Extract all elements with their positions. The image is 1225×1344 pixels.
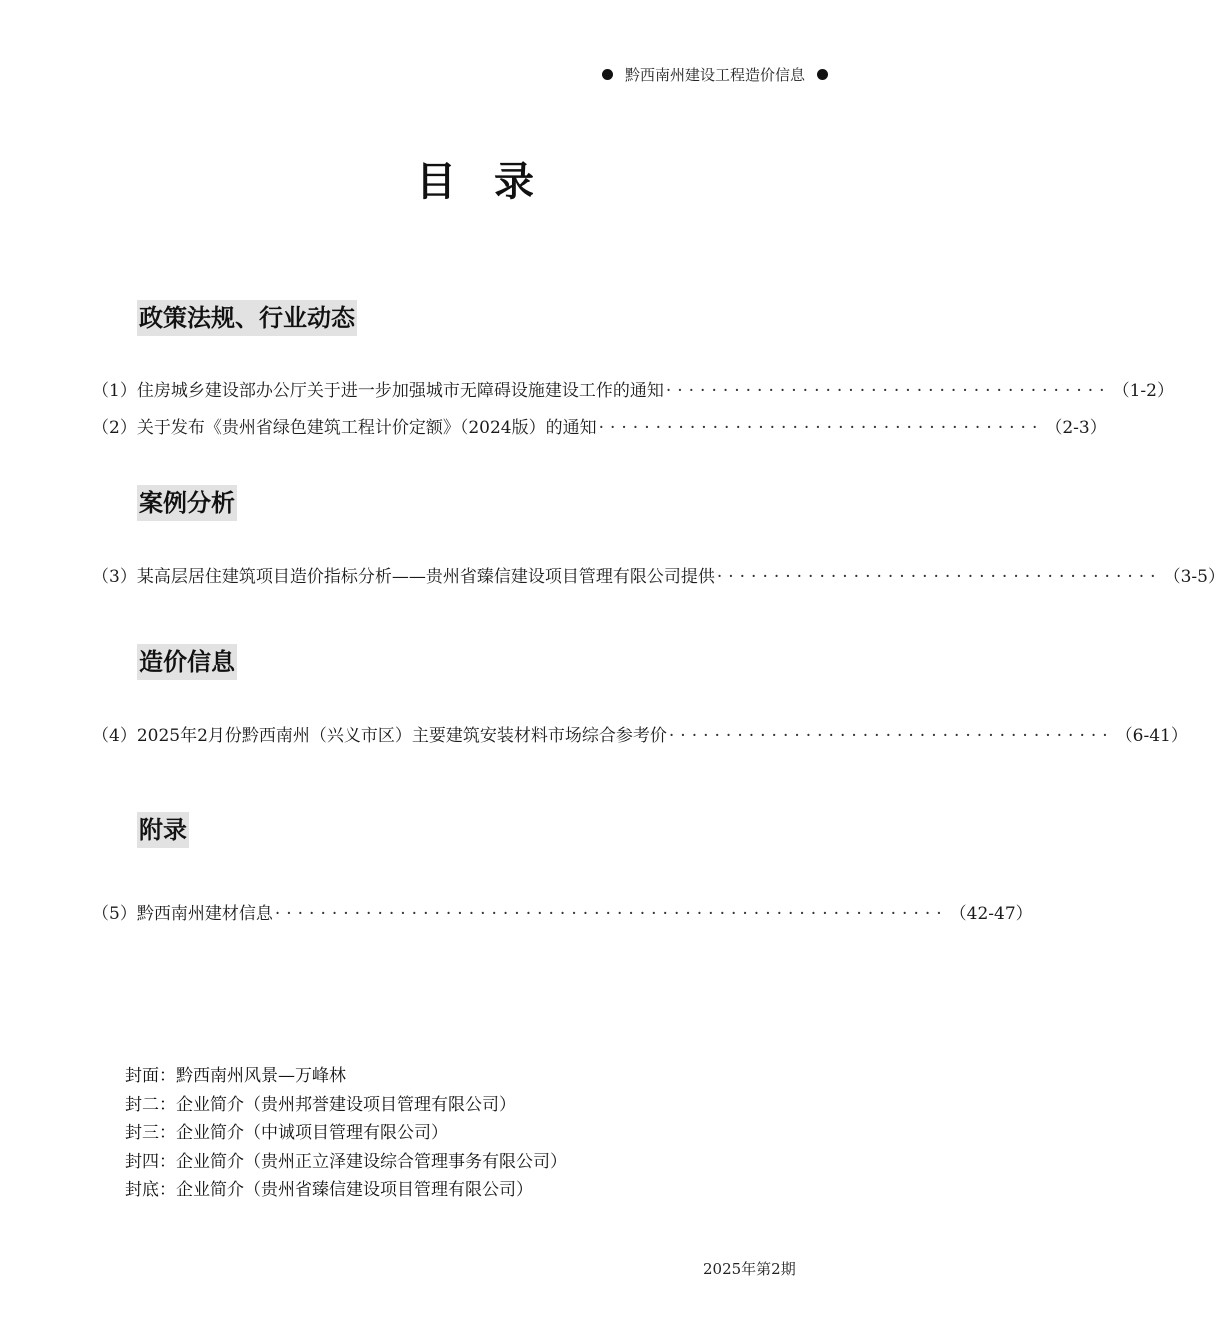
cover-note-fourth: 封四：企业简介（贵州正立泽建设综合管理事务有限公司） — [125, 1151, 567, 1172]
section-heading-cases: 案例分析 — [137, 485, 237, 521]
toc-entry-title: （2）关于发布《贵州省绿色建筑工程计价定额》（2024版）的通知 — [92, 418, 597, 438]
toc-entry-3[interactable] — [92, 562, 1225, 587]
bullet-dot-icon — [817, 69, 828, 80]
dot-leader: ······································· — [668, 726, 1114, 746]
toc-entry-pages: （3-5） — [1163, 567, 1225, 587]
running-header — [602, 64, 828, 85]
toc-entry-title: （5）黔西南州建材信息 — [92, 904, 273, 924]
dot-leader: ······································· — [598, 418, 1044, 438]
toc-entry-pages: （2-3） — [1045, 418, 1107, 438]
toc-entry-title: （1）住房城乡建设部办公厅关于进一步加强城市无障碍设施建设工作的通知 — [92, 381, 664, 401]
dot-leader: ······································· — [716, 567, 1162, 587]
toc-entry-pages: （6-41） — [1115, 726, 1188, 746]
dot-leader: ··························································· — [274, 904, 948, 924]
bullet-dot-icon — [602, 69, 613, 80]
toc-entry-1[interactable] — [92, 376, 1174, 401]
section-heading-policy: 政策法规、行业动态 — [137, 300, 357, 336]
section-heading-appendix: 附录 — [137, 812, 189, 848]
cover-note-third: 封三：企业简介（中诚项目管理有限公司） — [125, 1123, 448, 1143]
toc-entry-4[interactable] — [92, 721, 1188, 746]
toc-entry-title: （4）2025年2月份黔西南州（兴义市区）主要建筑安装材料市场综合参考价 — [92, 726, 667, 746]
cover-note-second: 封二：企业简介（贵州邦誉建设项目管理有限公司） — [125, 1094, 516, 1115]
toc-entry-title: （3）某高层居住建筑项目造价指标分析——贵州省臻信建设项目管理有限公司提供 — [92, 567, 715, 587]
cover-notes — [125, 1062, 567, 1205]
cover-note-back: 封底：企业简介（贵州省臻信建设项目管理有限公司） — [125, 1180, 533, 1200]
toc-entry-2[interactable] — [92, 413, 1107, 438]
cover-note-front: 封面：黔西南州风景—万峰林 — [125, 1066, 346, 1086]
toc-entry-pages: （42-47） — [949, 904, 1033, 924]
dot-leader: ······································· — [665, 381, 1111, 401]
page-title: 目录 — [416, 159, 572, 205]
section-heading-pricing: 造价信息 — [137, 644, 237, 680]
publication-name: 黔西南州建设工程造价信息 — [624, 66, 805, 84]
issue-footer: 2025年第2期 — [703, 1260, 796, 1278]
toc-entry-5[interactable] — [92, 899, 1033, 924]
toc-entry-pages: （1-2） — [1112, 381, 1174, 401]
